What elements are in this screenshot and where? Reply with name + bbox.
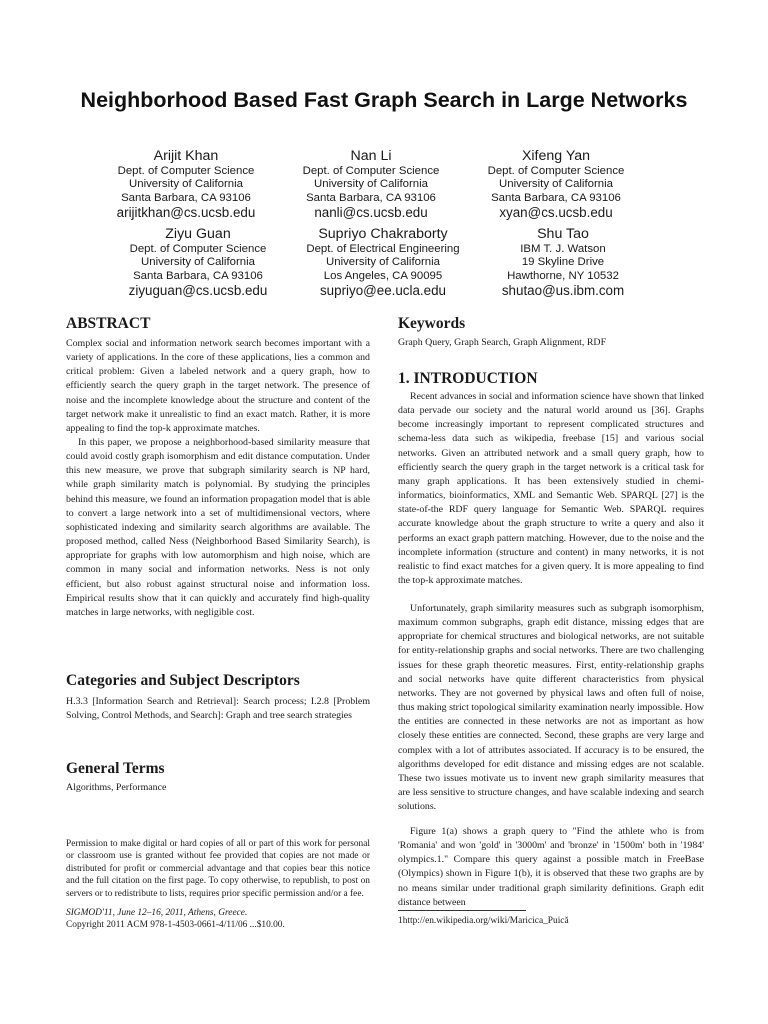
author-address: Santa Barbara, CA 93106 (306, 191, 436, 204)
author-block (96, 147, 276, 221)
footnote-divider (398, 910, 526, 911)
author-org: University of California (499, 178, 613, 191)
footnote: 1http://en.wikipedia.org/wiki/Maricica_Puică (398, 916, 569, 926)
author-dept: IBM T. J. Watson (520, 243, 606, 255)
author-org: 19 Skyline Drive (521, 256, 605, 269)
author-email: ziyuguan@cs.ucsb.edu (128, 283, 268, 299)
introduction-paragraph: Unfortunately, graph similarity measures such as subgraph isomorphism, maximum common subgraphs, graph edit distance, missing edges that are appropriate for chemical structures and biological networks, are not suitable for entity-relationship graphs and social networks. There are two challenging issues for these graph theoretic measures. First, entity-relationship graphs and social networks have quite different characteristics from physical networks. They are not governed by physical laws and often full of noise, thus making strict topological similarity examination nearly impossible. How the entities are connected in these networks are not as important as how closely these entities are connected. Second, these graphs are very large and complex with a lot of attributes associated. If accuracy is to be ensured, the algorithms developed for edit distance and missing edges are not scalable. These two issues motivate us to invent new graph similarity measures that are less sensitive to structure changes, and have scalable indexing and search solutions. (398, 603, 704, 813)
author-email: arijitkhan@cs.ucsb.edu (116, 205, 256, 221)
abstract-paragraph: In this paper, we propose a neighborhood-based similarity measure that could avoid costly graph isomorphism and edit distance computation. Under this new measure, we prove that subgraph similarity search is NP hard, while graph similarity match is polynomial. By studying the principles behind this measure, we found an information propagation model that is able to convert a large network into a set of multidimensional vectors, where sophisticated indexing and similarity search algorithms are available. The proposed method, called Ness (Neighborhood Based Similarity Search), is appropriate for graphs with low automorphism and high noise, which are common in many social and information networks. Ness is not only efficient, but also robust against structural noise and information loss. Empirical results show that it can quickly and accurately find high-quality matches in large networks, with negligible cost. (66, 437, 370, 618)
conference-venue: SIGMOD'11, June 12–16, 2011, Athens, Greece. (66, 908, 248, 918)
author-name: Arijit Khan (153, 148, 219, 164)
author-block (466, 147, 646, 221)
author-name: Supriyo Chakraborty (318, 226, 448, 242)
author-name: Shu Tao (537, 226, 589, 242)
author-dept: Dept. of Electrical Engineering (306, 243, 460, 255)
author-block (478, 225, 648, 299)
author-address: Los Angeles, CA 90095 (323, 269, 443, 282)
author-block (288, 225, 478, 299)
author-dept: Dept. of Computer Science (487, 165, 625, 177)
author-address: Hawthorne, NY 10532 (507, 269, 619, 282)
author-email: xyan@cs.ucsb.edu (499, 205, 613, 221)
author-org: University of California (129, 178, 243, 191)
author-address: Santa Barbara, CA 93106 (133, 269, 263, 282)
copyright-notice: Copyright 2011 ACM 978-1-4503-0661-4/11/06 ...$10.00. (66, 920, 285, 930)
author-dept: Dept. of Computer Science (302, 165, 440, 177)
author-email: shutao@us.ibm.com (501, 283, 625, 299)
categories-text: H.3.3 [Information Search and Retrieval]: Search process; I.2.8 [Problem Solving, Control Methods, and Search]: Graph and tree search strategies (66, 696, 370, 722)
keywords-heading: Keywords (398, 315, 466, 332)
abstract-paragraph: Complex social and information network search becomes important with a variety of applications. In the core of these applications, lies a common and critical problem: Given a labeled network and a query graph, how to efficiently search the query graph in the target network. The presence of noise and the incomplete knowledge about the structure and content of the target network make it unrealistic to find an exact match. Rather, it is more appealing to find the top-k approximate matches. (66, 338, 370, 434)
author-org: University of California (326, 256, 440, 269)
author-org: University of California (314, 178, 428, 191)
general-terms-heading: General Terms (66, 760, 165, 777)
author-block (281, 147, 461, 221)
paper-title: Neighborhood Based Fast Graph Search in Large Networks (80, 88, 688, 112)
introduction-paragraph: Recent advances in social and information science have shown that linked data pervade our society and the natural world around us [36]. Graphs become increasingly important to represent complicated structures and schema-less data such as wikipedia, freebase [15] and various social networks. Given an attributed network and a small query graph, how to efficiently search the query graph in the target network is a critical task for many graph applications. It has been extensively studied in chemi-informatics, bioinformatics, XML and Semantic Web. SPARQL [27] is the state-of-the RDF query language for Semantic Web. SPARQL requires accurate knowledge about the graph structure to write a query and also it performs an exact graph pattern matching. However, due to the noise and the incomplete information (structure and content) in many networks, it is not realistic to find exact matches for a given query. It is more appealing to find the top-k approximate matches. (398, 391, 704, 587)
introduction-heading: 1. INTRODUCTION (398, 370, 538, 387)
permission-notice: Permission to make digital or hard copies of all or part of this work for personal or classroom use is granted without fee provided that copies are not made or distributed for profit or commercial advantage and that copies bear this notice and the full citation on the first page. To copy otherwise, to republish, to post on servers or to redistribute to lists, requires prior specific permission and/or a fee. (66, 839, 370, 899)
author-org: University of California (141, 256, 255, 269)
introduction-paragraph: Figure 1(a) shows a graph query to "Find the athlete who is from 'Romania' and won 'gold' in '3000m' and 'bronze' in '1500m' both in '1984' olympics.1." Compare this query against a possible match in FreeBase (Olympics) shown in Figure 1(b), it is observed that these two graphs are by no means similar under traditional graph similarity definitions. Graph edit distance between (398, 826, 704, 908)
abstract-heading: ABSTRACT (66, 315, 151, 332)
author-email: supriyo@ee.ucla.edu (319, 283, 446, 299)
author-name: Nan Li (350, 148, 392, 164)
author-name: Ziyu Guan (165, 226, 231, 242)
author-name: Xifeng Yan (521, 148, 591, 164)
author-block (108, 225, 288, 299)
author-dept: Dept. of Computer Science (129, 243, 267, 255)
author-dept: Dept. of Computer Science (117, 165, 255, 177)
general-terms-text: Algorithms, Performance (66, 782, 167, 793)
author-address: Santa Barbara, CA 93106 (491, 191, 621, 204)
author-address: Santa Barbara, CA 93106 (121, 191, 251, 204)
keywords-text: Graph Query, Graph Search, Graph Alignment, RDF (398, 337, 607, 348)
categories-heading: Categories and Subject Descriptors (66, 672, 300, 689)
author-email: nanli@cs.ucsb.edu (314, 205, 428, 221)
